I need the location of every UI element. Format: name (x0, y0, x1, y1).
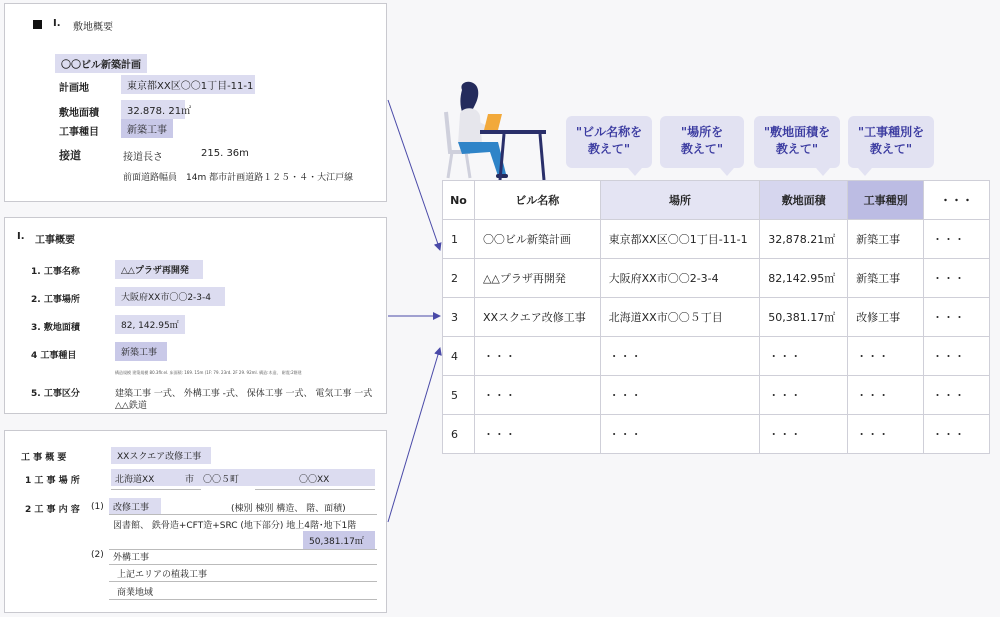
cell-site-area: 50,381.17㎡ (760, 298, 848, 337)
road-length-label: 接道長さ (123, 152, 163, 163)
cell-location: 大阪府XX市〇〇2-3-4 (600, 259, 760, 298)
item1-type: 改修工事 (109, 498, 161, 515)
person-at-desk-illustration (440, 80, 555, 180)
table-row (443, 298, 990, 337)
division-label: 5. 工事区分 (31, 389, 80, 399)
cell-site-area: ・・・ (760, 415, 848, 454)
cell-more: ・・・ (924, 259, 990, 298)
cell-building-name: 〇〇ビル新築計画 (474, 220, 600, 259)
type-value: 新築工事 (115, 342, 167, 361)
division-line-2: △△鉄道 (115, 401, 147, 411)
cell-building-name: △△プラザ再開発 (474, 259, 600, 298)
area-value: 82, 142.95㎡ (115, 315, 185, 334)
cell-site-area: 32,878.21㎡ (760, 220, 848, 259)
section-number: I. (53, 18, 61, 29)
legs (458, 142, 506, 176)
place-town: 〇〇５町 (203, 475, 240, 485)
bubble-site-area: "敷地面積を 教えて" (754, 116, 840, 168)
place-value: 大阪府XX市〇〇2-3-4 (115, 287, 225, 306)
location-label: 計画地 (59, 83, 89, 94)
cell-no: 6 (443, 415, 475, 454)
bubble-construction-type: "工事種別を 教えて" (848, 116, 934, 168)
type-value: 新築工事 (121, 119, 173, 138)
header-more: ・・・ (924, 181, 990, 220)
cell-more: ・・・ (924, 337, 990, 376)
cell-building-name: XXスクエア改修工事 (474, 298, 600, 337)
arrow-doc1-to-table (388, 100, 440, 250)
cell-building-name: ・・・ (474, 415, 600, 454)
name-label: 1. 工事名称 (31, 267, 80, 277)
section-heading: 敷地概要 (73, 22, 113, 33)
small-note: 構造規模 建築規模 80.3flr.el. 床面積: 169. 15m (1F: 79. 23rd. 2F 29. 92ml. 構造:木造、 耐震:2階建 (115, 370, 302, 375)
section-heading: 工事概要 (35, 235, 75, 246)
table-row (443, 259, 990, 298)
item1-description: 図書館、 鉄骨造+CFT造+SRC (地下部分) 地上4階･地下1階 (113, 521, 357, 531)
header-site-area: 敷地面積 (760, 181, 848, 220)
item2-type: 外構工事 (113, 553, 150, 563)
cell-location: ・・・ (600, 376, 760, 415)
arrow-doc3-to-table (388, 348, 440, 522)
project-name: 〇〇ビル新築計画 (55, 54, 147, 73)
cell-site-area: 82,142.95㎡ (760, 259, 848, 298)
table-row (443, 337, 990, 376)
cell-no: 2 (443, 259, 475, 298)
cell-site-area: ・・・ (760, 376, 848, 415)
item2-description-2: 商業地域 (117, 588, 154, 598)
cell-no: 5 (443, 376, 475, 415)
place-city: 市 (185, 475, 195, 485)
item2-description-1: 上記エリアの植栽工事 (117, 570, 208, 580)
header-no: No (443, 181, 475, 220)
table-row (443, 415, 990, 454)
content-label: 2 工 事 内 容 (25, 505, 80, 515)
header-construction-type: 工事種別 (848, 181, 924, 220)
division-line-1: 建築工事 一式、 外構工事 -式、 保体工事 一式、 電気工事 一式 (115, 389, 373, 399)
cell-no: 4 (443, 337, 475, 376)
cell-building-name: ・・・ (474, 376, 600, 415)
cell-site-area: ・・・ (760, 337, 848, 376)
section-heading: 工 事 概 要 (21, 453, 67, 463)
place-pref: 北海道XX (115, 475, 155, 485)
cell-construction-type: 改修工事 (848, 298, 924, 337)
place-label: 1 工 事 場 所 (25, 476, 80, 486)
place-number: 〇〇XX (299, 475, 330, 485)
place-label: 2. 工事場所 (31, 295, 80, 305)
cell-construction-type: ・・・ (848, 337, 924, 376)
location-value: 東京都XX区〇〇1丁目-11-1 (121, 75, 255, 94)
laptop-icon (484, 114, 502, 130)
bubble-location: "場所を 教えて" (660, 116, 744, 168)
cell-location: ・・・ (600, 415, 760, 454)
bubble-building-name: "ビル名称を 教えて" (566, 116, 652, 168)
road-length-value: 215. 36m (201, 148, 249, 159)
table-row (443, 376, 990, 415)
project-name: XXスクエア改修工事 (111, 447, 211, 464)
cell-location: 北海道XX市〇〇５丁目 (600, 298, 760, 337)
table-header-row (443, 181, 990, 220)
cell-no: 3 (443, 298, 475, 337)
cell-construction-type: 新築工事 (848, 259, 924, 298)
cell-location: ・・・ (600, 337, 760, 376)
area-value: 32.878. 21㎡ (121, 100, 185, 119)
table-row (443, 220, 990, 259)
header-location: 場所 (600, 181, 760, 220)
cell-no: 1 (443, 220, 475, 259)
desk (480, 130, 546, 134)
area-label: 3. 敷地面積 (31, 323, 80, 333)
item2-number: (2) (91, 550, 104, 560)
road-label: 接道 (59, 149, 81, 162)
cell-more: ・・・ (924, 415, 990, 454)
section-number: I. (17, 231, 25, 242)
cell-building-name: ・・・ (474, 337, 600, 376)
area-label: 敷地面積 (59, 108, 99, 119)
item1-area: 50,381.17㎡ (303, 531, 375, 550)
cell-location: 東京都XX区〇〇1丁目-11-1 (600, 220, 760, 259)
name-value: △△プラザ再開発 (115, 260, 203, 279)
type-label: 4 工事種目 (31, 351, 77, 361)
cell-more: ・・・ (924, 220, 990, 259)
cell-construction-type: 新築工事 (848, 220, 924, 259)
cell-construction-type: ・・・ (848, 376, 924, 415)
cell-more: ・・・ (924, 376, 990, 415)
cell-construction-type: ・・・ (848, 415, 924, 454)
item1-note: (棟別 棟別 構造、 階、面積) (231, 504, 346, 514)
extracted-data-table (442, 180, 990, 454)
cell-more: ・・・ (924, 298, 990, 337)
item1-number: (1) (91, 502, 104, 512)
type-label: 工事種目 (59, 127, 99, 138)
road-info: 前面道路幅員 14m 都市計画道路１２５・４・大江戸線 (123, 173, 354, 183)
header-building-name: ビル名称 (474, 181, 600, 220)
